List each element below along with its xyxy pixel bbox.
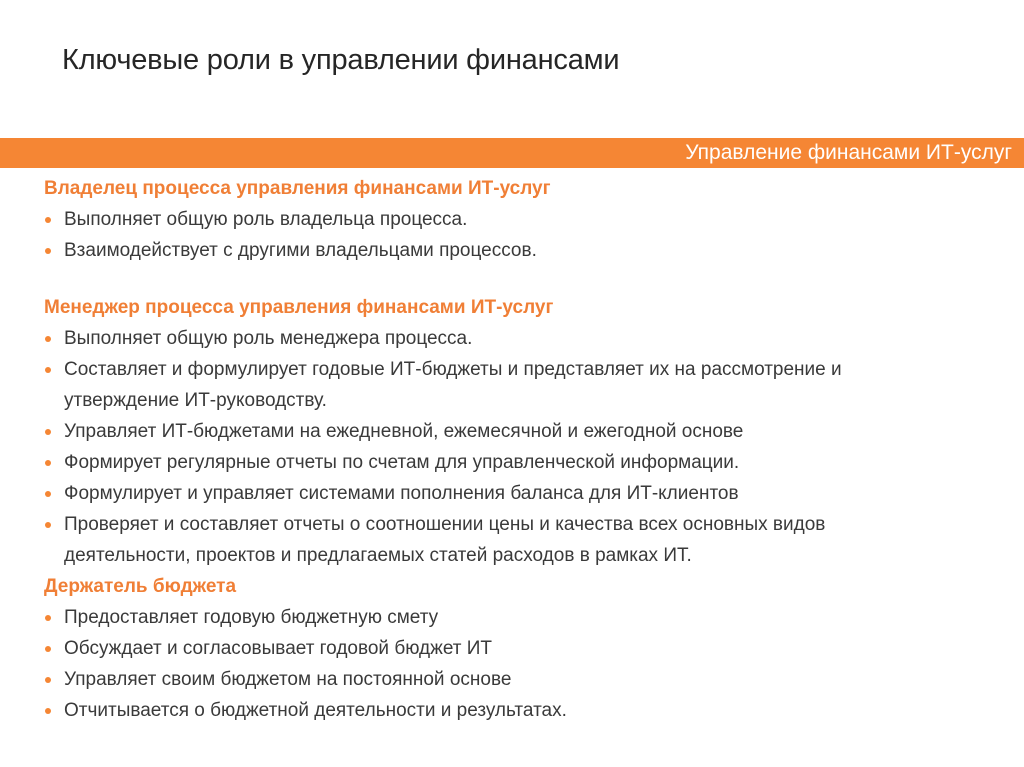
list-item <box>44 478 1004 509</box>
list-item-text: Управляет своим бюджетом на постоянной основе <box>64 669 512 690</box>
list-item <box>44 664 1004 695</box>
section-process-manager <box>44 292 1004 571</box>
list-item-text: Составляет и формулирует годовые ИТ-бюджеты и представляет их на рассмотрение и утверждение ИТ-руководству. <box>64 359 842 411</box>
list-item <box>44 354 864 416</box>
list-item-text: Проверяет и составляет отчеты о соотношении цены и качества всех основных видов деятельности, проектов и предлагаемых статей расходов в рамках ИТ. <box>64 514 826 566</box>
bullet-icon <box>45 708 51 714</box>
list-item-text: Формирует регулярные отчеты по счетам для управленческой информации. <box>64 452 740 473</box>
section-spacer <box>44 266 1004 292</box>
bullet-list <box>44 323 1004 571</box>
bullet-list <box>44 204 1004 266</box>
list-item <box>44 509 954 571</box>
list-item-text: Взаимодействует с другими владельцами процессов. <box>64 240 537 261</box>
bullet-icon <box>45 615 51 621</box>
list-item-text: Формулирует и управляет системами пополнения баланса для ИТ-клиентов <box>64 483 739 504</box>
list-item <box>44 416 1004 447</box>
bullet-list <box>44 602 1004 726</box>
bullet-icon <box>45 460 51 466</box>
list-item <box>44 695 1004 726</box>
list-item-text: Управляет ИТ-бюджетами на ежедневной, ежемесячной и ежегодной основе <box>64 421 744 442</box>
section-band <box>0 138 1024 168</box>
list-item-text: Выполняет общую роль менеджера процесса. <box>64 328 473 349</box>
bullet-icon <box>45 677 51 683</box>
bullet-icon <box>45 491 51 497</box>
band-label: Управление финансами ИТ-услуг <box>685 141 1012 164</box>
bullet-icon <box>45 522 51 528</box>
section-heading: Владелец процесса управления финансами ИТ-услуг <box>44 178 551 199</box>
list-item-text: Предоставляет годовую бюджетную смету <box>64 607 439 628</box>
list-item <box>44 204 1004 235</box>
list-item-text: Выполняет общую роль владельца процесса. <box>64 209 468 230</box>
list-item <box>44 447 1004 478</box>
bullet-icon <box>45 248 51 254</box>
bullet-icon <box>45 367 51 373</box>
bullet-icon <box>45 646 51 652</box>
list-item-text: Отчитывается о бюджетной деятельности и результатах. <box>64 700 567 721</box>
section-heading: Держатель бюджета <box>44 576 237 597</box>
bullet-icon <box>45 429 51 435</box>
list-item <box>44 323 1004 354</box>
list-item <box>44 235 1004 266</box>
bullet-icon <box>45 336 51 342</box>
list-item <box>44 633 1004 664</box>
section-heading: Менеджер процесса управления финансами ИТ-услуг <box>44 297 554 318</box>
section-budget-holder <box>44 571 1004 726</box>
bullet-icon <box>45 217 51 223</box>
list-item <box>44 602 1004 633</box>
slide-title: Ключевые роли в управлении финансами <box>62 44 620 76</box>
list-item-text: Обсуждает и согласовывает годовой бюджет ИТ <box>64 638 493 659</box>
section-process-owner <box>44 173 1004 266</box>
content-area <box>44 173 1004 726</box>
